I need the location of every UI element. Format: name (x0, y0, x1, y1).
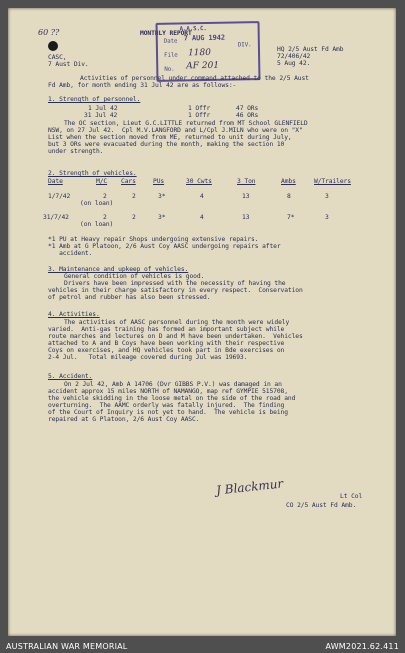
vehicle-note-line: *1 PU at Heavy repair Shops undergoing extensive repairs. (48, 236, 259, 243)
vehicle-row1-onloan: (on loan) (80, 200, 114, 207)
vehicle-row2-30cwts: 4 (200, 214, 204, 221)
s4-text-line: varied. Anti-gas training has formed an important subject while (48, 326, 285, 333)
s4-text-line: 2-4 Jul. Total mileage covered during Jul was 19693. (48, 354, 248, 361)
s1-row2-offr: 1 Offr (188, 112, 211, 119)
intro-line-2: Fd Amb, for month ending 31 Jul 42 are as follows:- (48, 82, 237, 89)
vehicle-note-line: *1 Amb at G Platoon, 2/6 Aust Coy AASC undergoing repairs after (48, 243, 281, 250)
s1-row2-date: 31 Jul 42 (84, 112, 118, 119)
stamp-date-value: 7 AUG 1942 (183, 33, 225, 43)
s1-text-line: The OC section, Lieut G.C.LITTLE returned from MT School GLENFIELD (64, 120, 308, 127)
s3-text-line: of petrol and rubber has also been stressed. (48, 294, 211, 301)
s1-row1-offr: 1 Offr (188, 105, 211, 112)
vehicle-row2-date: 31/7/42 (43, 214, 69, 221)
footer-accession: AWM2021.62.411 (325, 642, 399, 651)
section-2-heading: 2. Strength of vehicles. (48, 170, 137, 177)
stamp-file-value: 1180 (187, 47, 212, 59)
footer-credit: AUSTRALIAN WAR MEMORIAL (6, 642, 128, 651)
vehicle-row2-cars: 2 (132, 214, 136, 221)
vehicle-note-line: accident. (48, 250, 93, 257)
stamp-org: A.A.S.C. (179, 26, 207, 33)
col-header-30cwts: 30 Cwts (186, 178, 212, 185)
col-header-trailers: W/Trailers (314, 178, 351, 185)
vehicle-row2-mc: 2 (103, 214, 107, 221)
s1-text-line: but 3 ORs were evacuated during the month, making the section 10 (48, 141, 285, 148)
vehicle-row2-onloan: (on loan) (80, 221, 114, 228)
received-stamp (155, 21, 260, 82)
s1-row1-date: 1 Jul 42 (88, 105, 118, 112)
s4-text-line: Coys on exercises, and HQ vehicles took part in Bde exercises on (48, 347, 285, 354)
vehicle-row1-trailers: 3 (325, 193, 329, 200)
addressee-line-1: CASC, (48, 54, 67, 61)
report-title: MONTHLY REPORT (140, 30, 192, 37)
signature: J Blackmur (215, 476, 284, 498)
col-header-date: Date (48, 178, 63, 185)
s3-text-line: General condition of vehicles is good. (64, 273, 205, 280)
s4-text-line: attached to A and B Coys have been working with their respective (48, 340, 285, 347)
vehicle-row1-pus: 3* (158, 193, 166, 200)
col-header-mc: M/C (96, 178, 108, 185)
signature-title: CO 2/5 Aust Fd Amb. (286, 502, 357, 509)
stamp-date-label: Date (163, 38, 178, 45)
section-1-heading: 1. Strength of personnel. (48, 96, 141, 103)
col-header-3ton: 3 Ton (237, 178, 256, 185)
hq-line-2: 72/406/42 (277, 53, 311, 60)
vehicle-row1-cars: 2 (132, 193, 136, 200)
stamp-no-value: AF 201 (186, 60, 220, 72)
s4-text-line: route marches and lectures on D and M have been undertaken. Vehicles (48, 333, 303, 340)
s3-text-line: Drivers have been impressed with the necessity of having the (64, 280, 286, 287)
addressee-line-2: 7 Aust Div. (48, 61, 89, 68)
s1-text-line: List when the section moved from ME, returned to unit during July, (48, 134, 292, 141)
s1-text-line: NSW, on 27 Jul 42. Cpl M.V.LANGFORD and L/Cpl J.MILN who were on "X" (48, 127, 303, 134)
stamp-no-label: No. (164, 66, 175, 73)
hq-line-3: 5 Aug 42. (277, 60, 311, 67)
vehicle-row2-ambs: 7* (287, 214, 295, 221)
punch-hole (48, 41, 58, 51)
vehicle-row1-30cwts: 4 (200, 193, 204, 200)
section-5-heading: 5. Accident. (48, 373, 93, 380)
handwritten-corner-note: 60 ?? (38, 28, 60, 37)
s5-text-line: overturning. The AAMC orderly was fatally injured. The finding (48, 402, 285, 409)
s5-text-line: accident approx 15 miles NORTH of NAMANGO, map ref GYMPIE 515708, (48, 388, 288, 395)
vehicle-row1-3ton: 13 (242, 193, 250, 200)
s5-text-line: of the Court of Inquiry is not yet to hand. The vehicle is being (48, 409, 288, 416)
stamp-file-label: File (164, 52, 178, 59)
document-page (8, 8, 396, 636)
s5-text-line: the vehicle skidding in the loose metal on the side of the road and (48, 395, 296, 402)
s1-row2-ors: 46 ORs (236, 112, 259, 119)
s1-row1-ors: 47 ORs (236, 105, 259, 112)
col-header-ambs: Ambs (281, 178, 296, 185)
s5-text-line: On 2 Jul 42, Amb A 14706 (Dvr GIBBS P.V.) was damaged in an (64, 381, 282, 388)
section-3-heading: 3. Maintenance and upkeep of vehicles. (48, 266, 189, 273)
vehicle-row2-trailers: 3 (325, 214, 329, 221)
s5-text-line: repaired at G Platoon, 2/6 Aust Coy AASC. (48, 416, 200, 423)
s1-text-line: under strength. (48, 148, 104, 155)
vehicle-row1-mc: 2 (103, 193, 107, 200)
intro-line-1: Activities of personnel under command attached to the 2/5 Aust (80, 75, 309, 82)
hq-line-1: HQ 2/5 Aust Fd Amb (277, 46, 344, 53)
section-4-heading: 4. Activities. (48, 311, 100, 318)
vehicle-row2-3ton: 13 (242, 214, 250, 221)
vehicle-row2-pus: 3* (158, 214, 166, 221)
signature-rank: Lt Col (340, 493, 363, 500)
s4-text-line: The activities of AASC personnel during the month were widely (64, 319, 290, 326)
s3-text-line: vehicles in their charge satisfactory in every respect. Conservation (48, 287, 303, 294)
vehicle-row1-ambs: 8 (287, 193, 291, 200)
col-header-pus: PUs (153, 178, 165, 185)
vehicle-row1-date: 1/7/42 (48, 193, 71, 200)
col-header-cars: Cars (121, 178, 136, 185)
stamp-div: DIV. (237, 42, 252, 49)
